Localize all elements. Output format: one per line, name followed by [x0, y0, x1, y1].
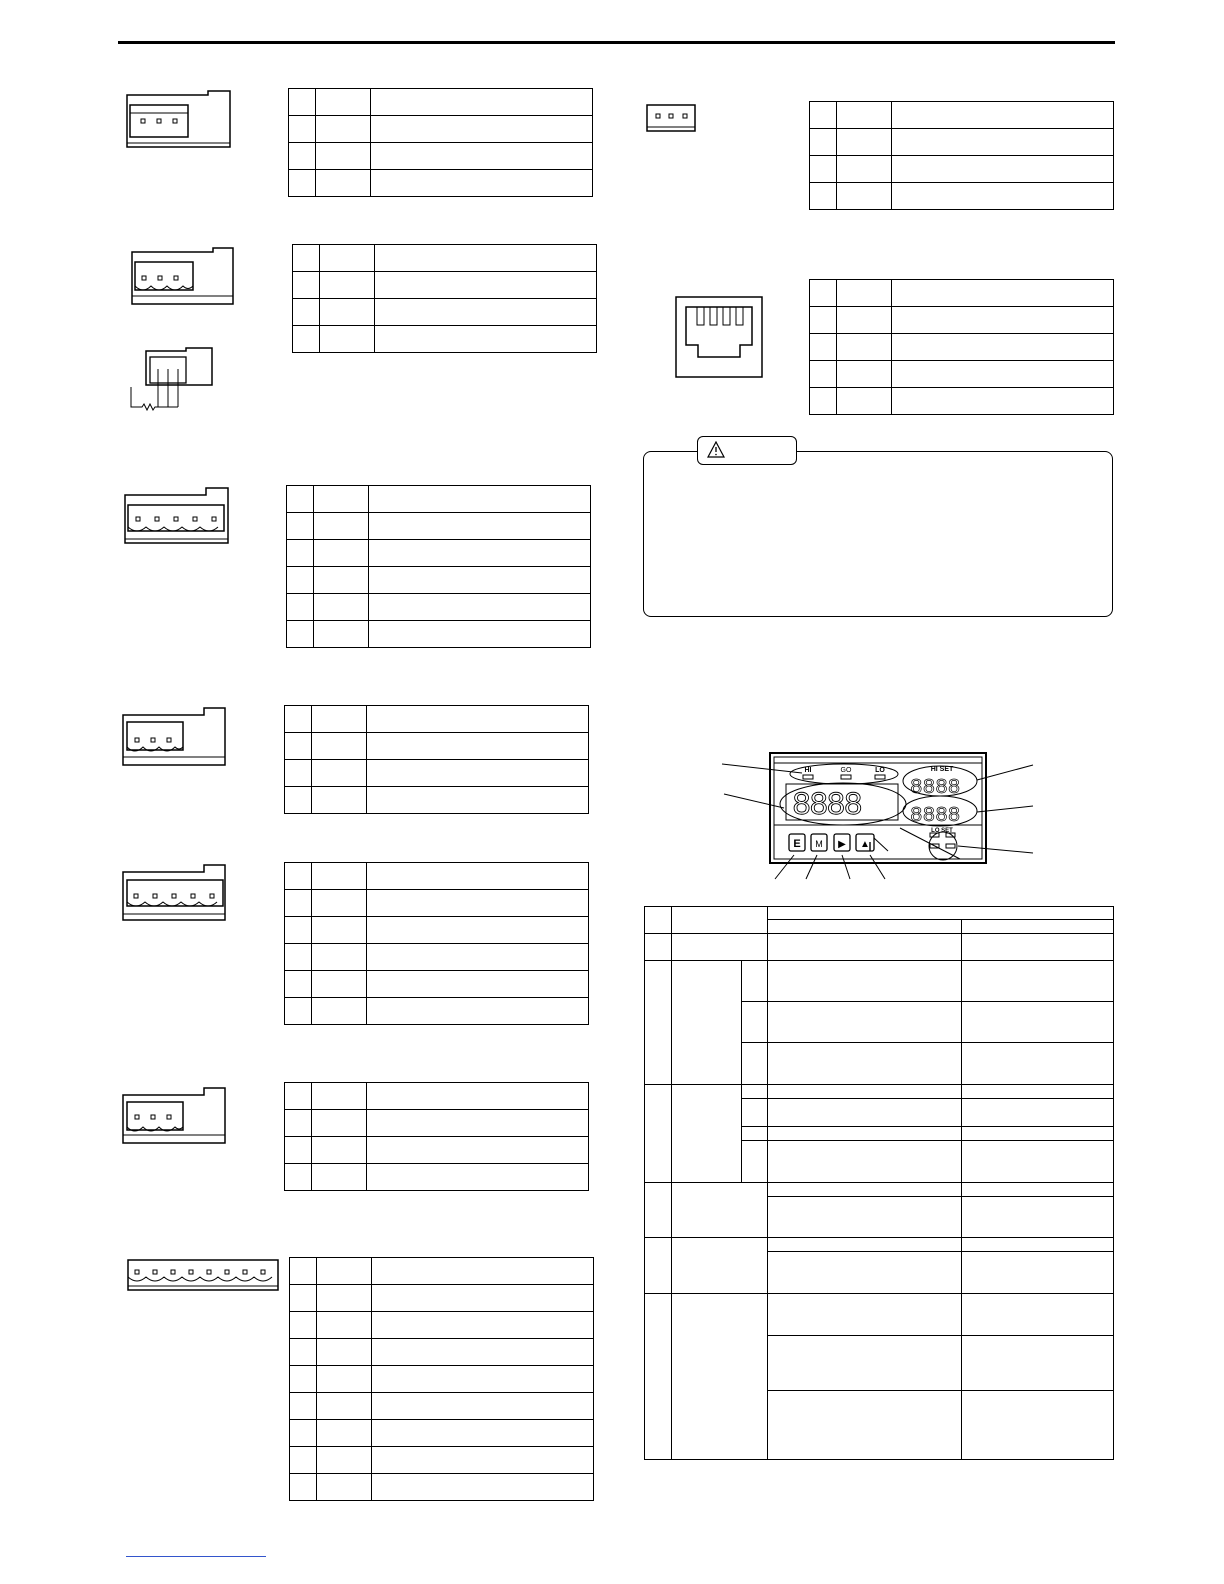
- sub-display-lower-digits: 8888: [910, 805, 961, 828]
- led-label-go: GO: [840, 767, 852, 774]
- caution-box: [643, 451, 1113, 617]
- pin-table-1: [288, 88, 593, 197]
- pin-table-5: [284, 862, 589, 1025]
- header-rule: [118, 41, 1115, 44]
- sub-display-upper-digits: 8888: [910, 777, 961, 800]
- sub-label-lower: LO SET: [931, 828, 953, 834]
- pin-table-2: [292, 244, 597, 353]
- pin-table-4: [284, 705, 589, 814]
- caution-heading: [697, 436, 797, 465]
- front-panel-diagram: [720, 748, 1065, 883]
- led-label-lo: LO: [875, 767, 885, 774]
- footer-link-underline[interactable]: [126, 1556, 266, 1557]
- pin-table-9: [809, 279, 1114, 415]
- key-m: M: [815, 839, 823, 849]
- warning-triangle-icon: [707, 441, 725, 458]
- key-shift: ▶: [838, 839, 846, 850]
- pin-table-7: [289, 1257, 594, 1501]
- connector-5pin-drawing-1: [118, 485, 238, 549]
- connector-3pin-drawing-2: [125, 242, 245, 312]
- connector-3pin-drawing-3: [118, 705, 233, 769]
- key-up: ▲: [860, 839, 870, 850]
- connector-3pin-drawing-1: [120, 85, 240, 155]
- pin-table-8: [809, 101, 1114, 210]
- connector-3pin-drawing-4: [118, 1085, 233, 1149]
- pin-table-3: [286, 485, 591, 648]
- connector-small-3pin-drawing: [645, 102, 699, 134]
- modular-jack-drawing: [674, 295, 766, 379]
- connector-8pin-drawing: [122, 1255, 284, 1297]
- function-table: [644, 906, 1114, 1460]
- wiring-resistor-drawing: [128, 347, 218, 419]
- pin-table-6: [284, 1082, 589, 1191]
- key-e: E: [793, 838, 801, 850]
- connector-5pin-drawing-2: [118, 862, 233, 926]
- main-display-digits: 8888: [792, 787, 861, 824]
- sub-label-upper: HI SET: [930, 766, 954, 773]
- led-label-hi: HI: [804, 767, 812, 774]
